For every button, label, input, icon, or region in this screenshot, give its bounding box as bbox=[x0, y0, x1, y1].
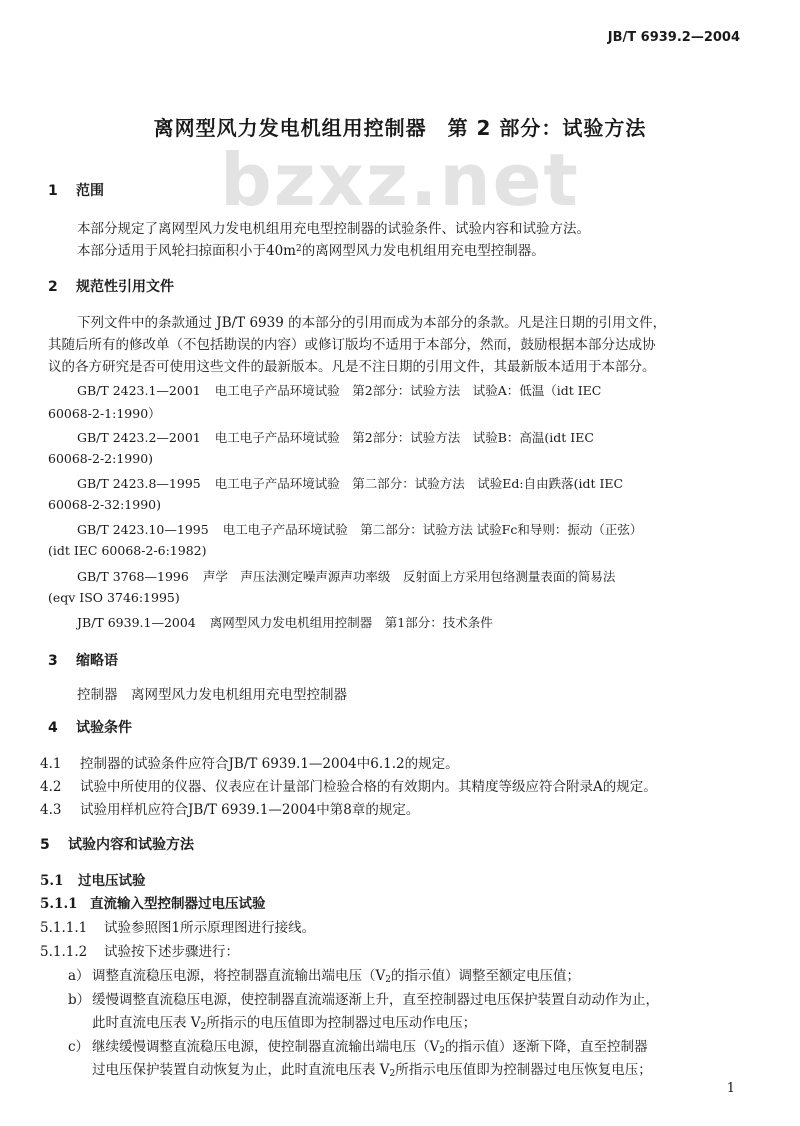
document-title: 离网型风力发电机组用控制器 第 2 部分：试验方法 bbox=[153, 116, 647, 140]
section-number: 1 bbox=[48, 183, 58, 199]
reference-item bbox=[77, 474, 635, 492]
clause-title: 过电压试验 bbox=[78, 873, 146, 889]
section-1-para-1: 本部分规定了离网型风力发电机组用充电型控制器的试验条件、试验内容和试验方法。 bbox=[77, 221, 590, 237]
text-part: 的指示值）逐渐下降，直至控制器 bbox=[444, 1039, 648, 1055]
reference-title: 电工电子产品环境试验 第二部分：试验方法 试验Ed:自由跌落(idt IEC bbox=[214, 476, 624, 491]
reference-title: 离网型风力发电机组用控制器 第1部分：技术条件 bbox=[209, 615, 493, 630]
watermark: bzxz.net bbox=[220, 138, 580, 222]
text-part: 的指示值）调整至额定电压值； bbox=[390, 968, 580, 984]
subscript: 2 bbox=[385, 975, 391, 985]
section-4-heading bbox=[48, 717, 132, 737]
text-part: 过电压保护装置自动恢复为止，此时直流电压表 V bbox=[92, 1062, 390, 1078]
reference-code: GB/T 2423.8—1995 bbox=[77, 476, 201, 491]
subscript: 2 bbox=[439, 1046, 445, 1056]
clause-number: 5.1.1 bbox=[40, 896, 78, 912]
section-1-para-2 bbox=[77, 239, 545, 259]
section-title: 试验条件 bbox=[76, 720, 132, 736]
step-label: c） bbox=[68, 1039, 90, 1055]
text-part: 调整直流稳压电源，将控制器直流输出端电压（V bbox=[92, 968, 386, 984]
step-label: b） bbox=[68, 992, 91, 1008]
clause-4-3 bbox=[40, 798, 419, 818]
section-2-intro-line-1: 下列文件中的条款通过 JB/T 6939 的本部分的引用而成为本部分的条款。凡是注日期的引用文件， bbox=[77, 315, 667, 331]
section-number: 4 bbox=[48, 720, 58, 736]
section-number: 2 bbox=[48, 279, 58, 295]
text-part: 缓慢调整直流稳压电源，使控制器直流端逐渐上升，直至控制器过电压保护装置自动动作为止， bbox=[92, 992, 659, 1008]
section-number: 3 bbox=[48, 653, 58, 669]
reference-code: GB/T 2423.2—2001 bbox=[77, 430, 201, 445]
reference-item bbox=[77, 613, 505, 631]
reference-continuation: 60068-2-2:1990) bbox=[48, 451, 154, 466]
text-part: 所指示电压值即为控制器过电压恢复电压； bbox=[395, 1062, 652, 1078]
clause-number: 5.1.1.2 bbox=[40, 944, 88, 960]
text-part: 此时直流电压表 V bbox=[92, 1015, 201, 1031]
reference-continuation: 60068-2-1:1990） bbox=[48, 406, 161, 421]
clause-text: 试验参照图1所示原理图进行接线。 bbox=[104, 920, 316, 936]
clause-5-1-1-1 bbox=[40, 916, 315, 936]
abbreviation-entry: 控制器 离网型风力发电机组用充电型控制器 bbox=[77, 687, 347, 703]
section-number: 5 bbox=[40, 837, 50, 853]
reference-title: 电工电子产品环境试验 第2部分：试验方法 试验B：高温(idt IEC bbox=[214, 430, 594, 445]
section-2-intro-line-2: 其随后所有的修改单（不包括勘误的内容）或修订版均不适用于本部分，然而，鼓励根据本部分达成协 bbox=[48, 337, 656, 353]
subsection-5-1-1 bbox=[40, 892, 266, 912]
text-part: 本部分适用于风轮扫掠面积小于40m bbox=[77, 243, 296, 259]
step-a bbox=[68, 964, 580, 985]
reference-continuation: 60068-2-32:1990) bbox=[48, 497, 161, 512]
clause-text: 试验按下述步骤进行： bbox=[104, 944, 239, 960]
reference-continuation: (idt IEC 60068-2-6:1982) bbox=[48, 543, 207, 558]
section-1-heading bbox=[48, 180, 104, 200]
subscript: 2 bbox=[389, 1069, 396, 1079]
clause-number: 4.1 bbox=[40, 756, 62, 772]
text-part: 继续缓慢调整直流稳压电源，使控制器直流输出端电压（V bbox=[92, 1039, 440, 1055]
clause-number: 4.3 bbox=[40, 802, 62, 818]
reference-code: GB/T 2423.1—2001 bbox=[77, 383, 201, 398]
subscript: 2 bbox=[200, 1022, 207, 1032]
reference-title: 声学 声压法测定噪声源声功率级 反射面上方采用包络测量表面的简易法 bbox=[202, 569, 616, 584]
reference-code: GB/T 2423.10—1995 bbox=[77, 522, 209, 537]
clause-text: 试验用样机应符合JB/T 6939.1—2004中第8章的规定。 bbox=[80, 802, 420, 818]
clause-4-1 bbox=[40, 752, 459, 772]
section-title: 缩略语 bbox=[76, 653, 118, 669]
step-b-continuation bbox=[92, 1011, 476, 1032]
section-title: 范围 bbox=[76, 183, 104, 199]
clause-number: 5.1.1.1 bbox=[40, 920, 88, 936]
reference-item bbox=[77, 428, 606, 446]
clause-text: 控制器的试验条件应符合JB/T 6939.1—2004中6.1.2的规定。 bbox=[80, 756, 459, 772]
clause-5-1-1-2 bbox=[40, 940, 239, 960]
clause-number: 5.1 bbox=[40, 873, 64, 889]
reference-continuation: (eqv ISO 3746:1995) bbox=[48, 590, 180, 605]
section-5-heading bbox=[40, 834, 194, 854]
clause-4-2 bbox=[40, 775, 657, 795]
section-title: 规范性引用文件 bbox=[76, 279, 174, 295]
clause-title: 直流输入型控制器过电压试验 bbox=[90, 896, 266, 912]
section-2-intro-line-3: 议的各方研究是否可使用这些文件的最新版本。凡是不注日期的引用文件，其最新版本适用于本部分。 bbox=[48, 359, 656, 375]
reference-item bbox=[77, 381, 613, 399]
step-c bbox=[68, 1035, 647, 1056]
subsection-5-1 bbox=[40, 869, 146, 889]
text-part: 所指示的电压值即为控制器过电压动作电压； bbox=[206, 1015, 477, 1031]
reference-item bbox=[77, 520, 654, 538]
reference-title: 电工电子产品环境试验 第二部分：试验方法 试验Fc和导则：振动（正弦） bbox=[222, 522, 643, 537]
clause-number: 4.2 bbox=[40, 779, 62, 795]
clause-text: 试验中所使用的仪器、仪表应在计量部门检验合格的有效期内。其精度等级应符合附录A的规定。 bbox=[80, 779, 657, 795]
reference-title: 电工电子产品环境试验 第2部分：试验方法 试验A：低温（idt IEC bbox=[214, 383, 602, 398]
section-3-heading bbox=[48, 650, 118, 670]
step-c-continuation bbox=[92, 1058, 652, 1079]
section-2-heading bbox=[48, 276, 174, 296]
reference-item bbox=[77, 567, 627, 585]
step-b bbox=[68, 988, 659, 1008]
standard-number: JB/T 6939.2—2004 bbox=[607, 30, 740, 45]
page-number: 1 bbox=[726, 1081, 735, 1096]
text-part: 的离网型风力发电机组用充电型控制器。 bbox=[301, 243, 545, 259]
superscript: 2 bbox=[295, 244, 302, 254]
reference-code: JB/T 6939.1—2004 bbox=[77, 615, 196, 630]
step-label: a） bbox=[68, 968, 90, 984]
reference-code: GB/T 3768—1996 bbox=[77, 569, 189, 584]
section-title: 试验内容和试验方法 bbox=[68, 837, 194, 853]
